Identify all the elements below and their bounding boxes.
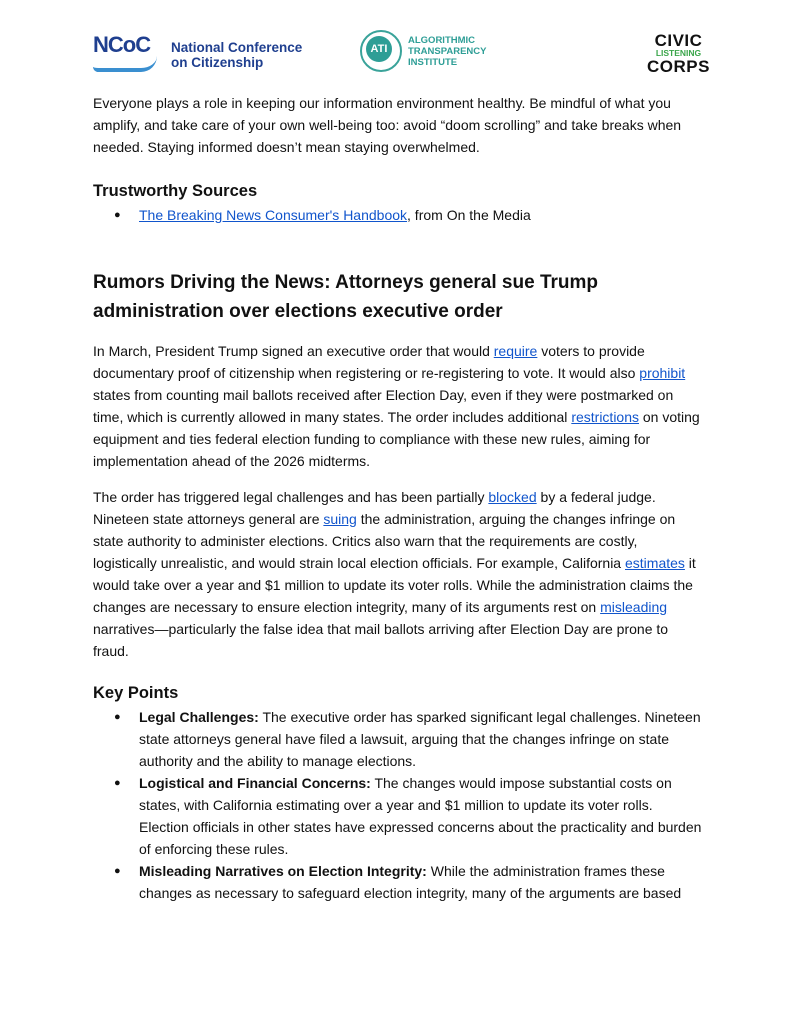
civic-listening-corps-logo: CIVIC LISTENING CORPS [647,31,710,76]
text-segment: The order has triggered legal challenges and has been partially [93,489,489,505]
inline-link-blocked[interactable]: blocked [488,489,537,505]
article-paragraph-1 [93,340,703,472]
inline-link-prohibit[interactable]: prohibit [639,365,686,381]
sources-list [93,204,703,226]
article-paragraph-2 [93,486,703,662]
inline-link-misleading[interactable]: misleading [600,599,668,615]
inline-link-restrictions[interactable]: restrictions [571,409,639,425]
text-segment: states from counting mail ballots received after Election Day, even if they were postmarked on time, which is currently allowed in many states. The order includes additional [93,387,674,425]
ncoc-swoosh-icon [93,56,157,72]
key-point: ● Legal Challenges: The executive order has sparked significant legal challenges. Nineteen state attorneys general have filed a lawsuit, arguing that the changes infringe on state authority and the ability to manage elections. [139,706,703,772]
document-body [93,92,703,904]
article-title: Rumors Driving the News: Attorneys general sue Trump administration over elections executive order [93,272,599,322]
ncoc-name: National Conference on Citizenship [171,40,303,70]
text-segment: by a federal judge. Nineteen state attorneys general are [93,489,656,527]
text-segment: voters to provide documentary proof of citizenship when registering or re-registering to vote. It would also [93,343,645,381]
key-points-list [93,706,703,904]
text-segment: it would take over a year and $1 million to update its voter rolls. While the administration claims the changes are necessary to ensure election integrity, many of its arguments rest on [93,555,696,615]
key-point: ● Logistical and Financial Concerns: The changes would impose substantial costs on states, with California estimating over a year and $1 million to update its voter rolls. Election officials in other states have expressed concerns about the practicality and burden of enforcing these rules. [139,772,703,860]
text-segment: In March, President Trump signed an executive order that would [93,343,494,359]
key-point: ● Misleading Narratives on Election Integrity: While the administration frames these changes as necessary to safeguard election integrity, many of the arguments are based [139,860,703,904]
ati-mark: ATI [366,36,392,62]
handbook-link[interactable]: The Breaking News Consumer's Handbook [139,207,408,223]
source-item: ● The Breaking News Consumer's Handbook, from On the Media [139,204,703,226]
ati-name: ALGORITHMIC TRANSPARENCY INSTITUTE [408,35,487,68]
text-segment: on voting equipment and ties federal election funding to compliance with these new rules, aiming for implementation ahead of the 2026 midterms. [93,409,700,469]
inline-link-suing[interactable]: suing [323,511,357,527]
logo-header [0,28,791,78]
inline-link-estimates[interactable]: estimates [625,555,685,571]
ncoc-mark: NCoC [93,32,151,57]
sources-heading: Trustworthy Sources [93,182,258,200]
text-segment: the administration, arguing the changes infringe on state authority to administer elections. Critics also warn that the requirements are costly, logistically unrealistic, and would strain local election officials. For example, California [93,511,676,571]
text-segment: narratives—particularly the false idea that mail ballots arriving after Election Day are prone to fraud. [93,621,669,659]
inline-link-require[interactable]: require [493,343,538,359]
key-points-heading: Key Points [93,684,179,702]
ncoc-logo [93,32,303,70]
intro-paragraph: Everyone plays a role in keeping our information environment healthy. Be mindful of what you amplify, and take care of your own well-being too: avoid “doom scrolling” and take breaks when needed. Staying informed doesn’t mean staying overwhelmed. [93,95,682,155]
